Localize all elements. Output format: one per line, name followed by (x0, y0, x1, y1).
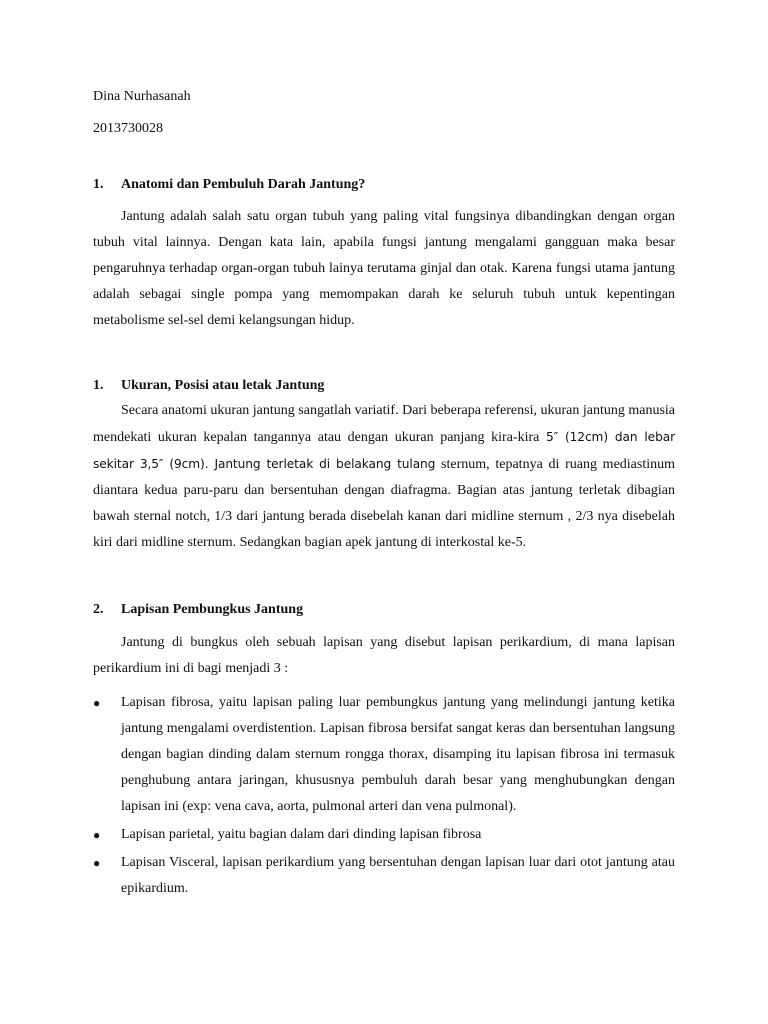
section-1-number: 1. (93, 177, 104, 192)
section-2-heading (93, 376, 675, 396)
list-item (93, 850, 675, 902)
pericardium-layer-list (93, 690, 675, 902)
section-3-heading (93, 600, 675, 620)
section-1-title: Anatomi dan Pembuluh Darah Jantung? (121, 177, 366, 192)
list-item-text: Lapisan fibrosa, yaitu lapisan paling luar pembungkus jantung yang melindungi jantung ketika jantung mengalami overdistention. Lapisan fibrosa bersifat sangat keras dan bersentuhan langsung dengan bagian dinding dalam sternum rongga thorax, disamping itu lapisan fibrosa ini termasuk penghubung antara jaringan, khususnya pembuluh darah besar yang menghubungkan dengan lapisan ini (exp: vena cava, aorta, pulmonal arteri dan vena pulmonal). (121, 695, 675, 814)
bullet-icon: ● (93, 828, 101, 842)
author-nim: 2013730028 (93, 121, 163, 136)
section-2-paragraph-part2: 5″ (12cm) dan lebar sekitar 3,5″ (9cm). Jantung terletak di belakang tulang (93, 430, 675, 471)
section-1-heading (93, 175, 675, 195)
section-3-number: 2. (93, 602, 104, 617)
bullet-icon: ● (93, 856, 101, 870)
section-2-number: 1. (93, 378, 104, 393)
section-2-paragraph-part3: sternum, tepatnya di ruang mediastinum diantara kedua paru-paru dan bersentuhan dengan diafragma. Bagian atas jantung terletak dibagian bawah sternal notch, 1/3 dari jantung berada disebelah kanan dari midline sternum , 2/3 nya disebelah kiri dari midline sternum. Sedangkan bagian apek jantung di interkostal ke-5. (93, 457, 676, 550)
section-3-paragraph: Jantung di bungkus oleh sebuah lapisan yang disebut lapisan perikardium, di mana lapisan perikardium ini di bagi menjadi 3 : (93, 635, 675, 676)
section-2-paragraph (93, 398, 675, 556)
section-1-paragraph: Jantung adalah salah satu organ tubuh yang paling vital fungsinya dibandingkan dengan organ tubuh vital lainnya. Dengan kata lain, apabila fungsi jantung mengalami gangguan maka besar pengaruhnya terhadap organ-organ tubuh lainya terutama ginjal dan otak. Karena fungsi utama jantung adalah sebagai single pompa yang memompakan darah ke seluruh tubuh untuk kepentingan metabolisme sel-sel demi kelangsungan hidup. (93, 209, 675, 328)
bullet-icon: ● (93, 696, 101, 710)
author-name: Dina Nurhasanah (93, 89, 191, 104)
list-item (93, 690, 675, 820)
list-item (93, 822, 675, 848)
section-2-paragraph-part1: Secara anatomi ukuran jantung sangatlah variatif. Dari beberapa referensi, ukuran jantung manusia mendekati ukuran kepalan tangannya atau dengan ukuran panjang kira-kira (93, 403, 675, 445)
section-3-title: Lapisan Pembungkus Jantung (121, 602, 304, 617)
list-item-text: Lapisan Visceral, lapisan perikardium yang bersentuhan dengan lapisan luar dari otot jantung atau epikardium. (121, 855, 675, 896)
list-item-text: Lapisan parietal, yaitu bagian dalam dari dinding lapisan fibrosa (121, 827, 482, 842)
section-2-title: Ukuran, Posisi atau letak Jantung (121, 378, 325, 393)
